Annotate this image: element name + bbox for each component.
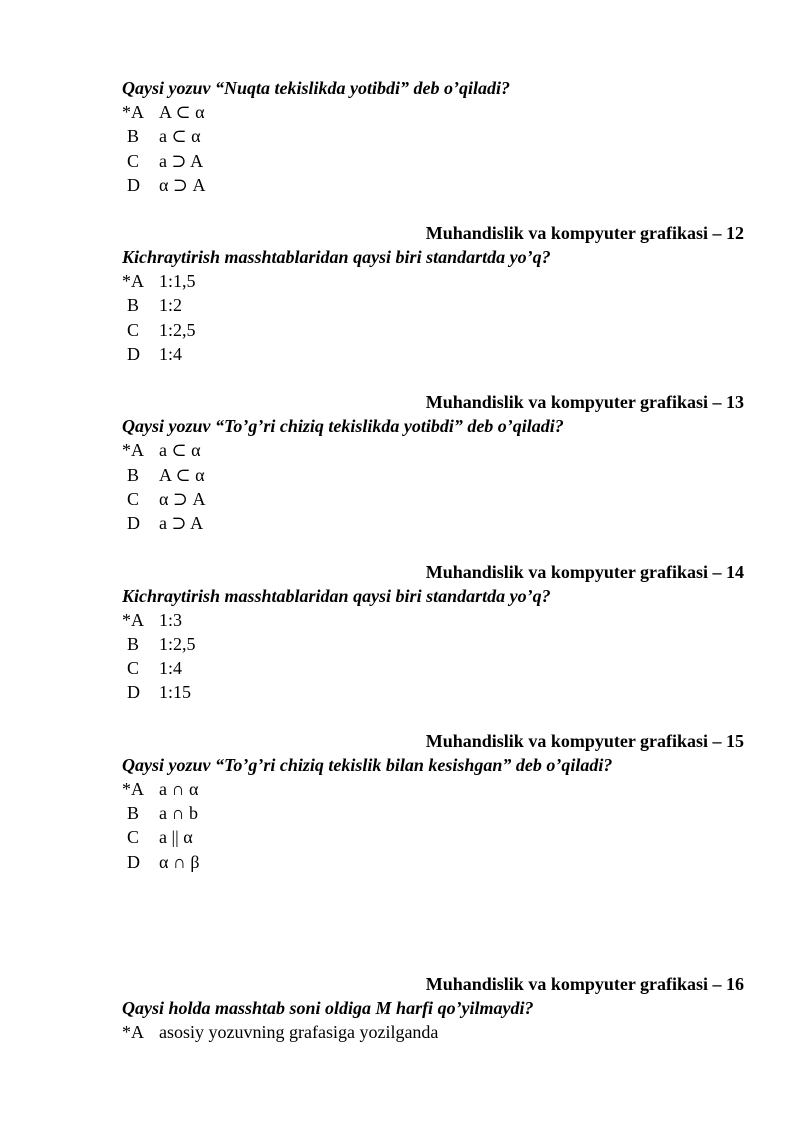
section-header: Muhandislik va kompyuter grafikasi – 16 — [425, 973, 744, 994]
option-text: 1:2 — [159, 295, 183, 316]
option-text: 1:2,5 — [159, 633, 196, 654]
option-text: 1:4 — [159, 658, 183, 679]
question-text: Qaysi yozuv “To’g’ri chiziq tekislikda yotibdi” deb o’qiladi? — [122, 416, 564, 437]
answer-option — [122, 438, 744, 462]
answer-option — [122, 463, 744, 487]
option-letter: C — [127, 827, 140, 848]
answer-option — [122, 293, 744, 317]
answer-option — [122, 511, 744, 535]
question-block — [122, 972, 744, 1044]
option-text: α ∩ β — [159, 851, 200, 872]
option-letter: D — [127, 344, 140, 365]
option-letter: D — [127, 851, 140, 872]
answer-option — [122, 680, 744, 704]
option-letter: D — [127, 682, 140, 703]
option-text: 1:2,5 — [159, 319, 196, 340]
option-letter: C — [127, 488, 140, 509]
question-text: Qaysi yozuv “To’g’ri chiziq tekislik bilan kesishgan” deb o’qiladi? — [122, 754, 613, 775]
answer-option — [122, 850, 744, 874]
question-text: Kichraytirish masshtablaridan qaysi biri standartda yo’q? — [122, 247, 551, 268]
option-text: a ∩ α — [159, 778, 199, 799]
section-header: Muhandislik va kompyuter grafikasi – 13 — [425, 392, 744, 413]
option-text: a ⊂ α — [159, 440, 201, 461]
answer-option — [122, 149, 744, 173]
answer-option — [122, 100, 744, 124]
answer-option — [122, 318, 744, 342]
question-block — [122, 729, 744, 874]
answer-option — [122, 1020, 744, 1044]
option-letter: D — [127, 174, 140, 195]
answer-option — [122, 487, 744, 511]
option-letter: D — [127, 513, 140, 534]
answer-option — [122, 777, 744, 801]
option-letter: B — [127, 803, 140, 824]
section-header: Muhandislik va kompyuter grafikasi – 15 — [425, 730, 744, 751]
option-text: a ⊂ α — [159, 126, 201, 147]
answer-option — [122, 124, 744, 148]
answer-option — [122, 608, 744, 632]
option-letter: B — [127, 464, 140, 485]
answer-option — [122, 342, 744, 366]
option-letter: *A — [122, 271, 144, 292]
option-text: 1:1,5 — [159, 271, 196, 292]
question-block — [122, 390, 744, 535]
option-letter: *A — [122, 609, 144, 630]
option-text: A ⊂ α — [159, 102, 205, 122]
option-text: a ∩ b — [159, 803, 198, 824]
option-letter: B — [127, 633, 140, 654]
question-text: Qaysi holda masshtab soni oldiga M harfi qo’yilmaydi? — [122, 997, 534, 1018]
option-text: 1:3 — [159, 609, 183, 630]
option-text: asosiy yozuvning grafasiga yozilganda — [159, 1021, 439, 1042]
answer-option — [122, 656, 744, 680]
option-letter: C — [127, 319, 140, 340]
answer-option — [122, 632, 744, 656]
option-text: α ⊃ A — [159, 488, 206, 509]
option-letter: C — [127, 150, 140, 171]
option-text: a ⊃ A — [159, 513, 204, 534]
option-letter: *A — [122, 1021, 144, 1042]
answer-option — [122, 825, 744, 849]
option-letter: *A — [122, 778, 144, 799]
option-text: A ⊂ α — [159, 464, 205, 485]
option-text: α ⊃ A — [159, 174, 206, 195]
option-letter: B — [127, 126, 140, 147]
answer-option — [122, 173, 744, 197]
option-letter: C — [127, 658, 140, 679]
option-letter: B — [127, 295, 140, 316]
question-block — [122, 76, 744, 197]
option-letter: *A — [122, 102, 144, 122]
answer-option — [122, 801, 744, 825]
option-text: 1:15 — [159, 682, 192, 703]
option-text: a || α — [159, 827, 193, 848]
option-text: a ⊃ A — [159, 150, 204, 171]
question-text: Qaysi yozuv “Nuqta tekislikda yotibdi” deb o’qiladi? — [122, 78, 510, 98]
section-header: Muhandislik va kompyuter grafikasi – 14 — [425, 561, 744, 582]
option-letter: *A — [122, 440, 144, 461]
section-header: Muhandislik va kompyuter grafikasi – 12 — [425, 223, 744, 244]
answer-option — [122, 269, 744, 293]
question-block — [122, 560, 744, 705]
option-text: 1:4 — [159, 344, 183, 365]
question-text: Kichraytirish masshtablaridan qaysi biri standartda yo’q? — [122, 585, 551, 606]
document-page — [122, 76, 744, 1044]
question-block — [122, 221, 744, 366]
